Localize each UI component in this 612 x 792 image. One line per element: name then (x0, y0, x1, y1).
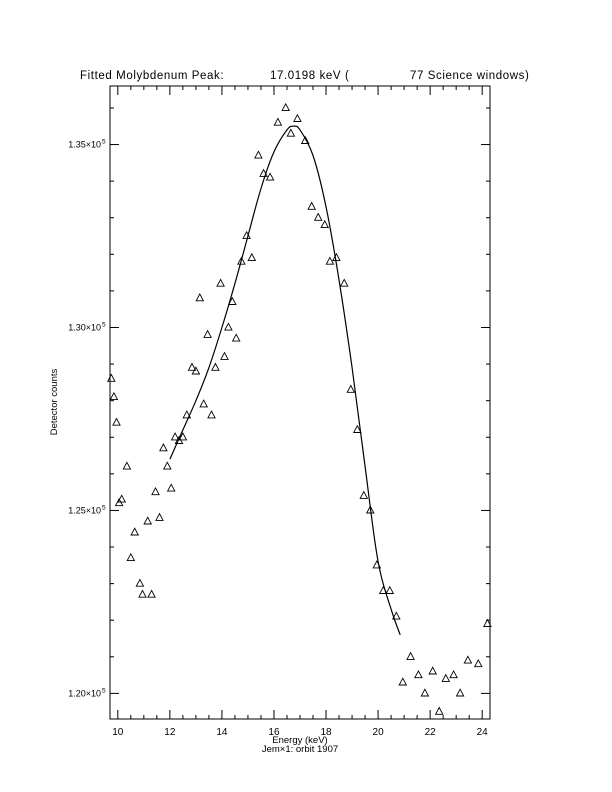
x-tick-label: 20 (372, 727, 384, 738)
chart-caption: Jem×1: orbit 1907 (261, 744, 339, 755)
x-tick-label: 18 (320, 727, 332, 738)
data-point (164, 462, 171, 469)
data-point (160, 444, 167, 451)
fitted-curve (170, 126, 400, 635)
data-point (217, 279, 224, 286)
data-point (436, 708, 443, 715)
x-axis (112, 86, 488, 738)
data-point (110, 393, 117, 400)
data-point (450, 671, 457, 678)
data-point (464, 656, 471, 663)
x-tick-label: 16 (268, 727, 280, 738)
data-point (360, 492, 367, 499)
data-point (144, 517, 151, 524)
chart-title-energy: 17.0198 keV ( (270, 70, 350, 82)
data-point (386, 587, 393, 594)
data-point (156, 514, 163, 521)
data-point (315, 214, 322, 221)
data-point (113, 418, 120, 425)
data-point (421, 689, 428, 696)
data-point (457, 689, 464, 696)
data-point (139, 590, 146, 597)
data-point (341, 279, 348, 286)
data-point (308, 203, 315, 210)
data-point (200, 400, 207, 407)
data-point (208, 411, 215, 418)
data-point (442, 675, 449, 682)
x-tick-label: 22 (424, 727, 436, 738)
data-point (282, 104, 289, 111)
chart-title-prefix: Fitted Molybdenum Peak: (80, 70, 225, 82)
y-tick-exponent: 5 (102, 321, 106, 329)
data-point (196, 294, 203, 301)
y-tick-label: 1.35×10 (68, 139, 101, 150)
x-axis-label: Energy (keV) (272, 735, 328, 746)
data-point (294, 115, 301, 122)
x-tick-label: 24 (476, 727, 488, 738)
data-point (168, 484, 175, 491)
data-point (255, 151, 262, 158)
data-point (123, 462, 130, 469)
data-point (248, 254, 255, 261)
y-tick-label: 1.25×10 (68, 505, 101, 516)
y-axis (68, 108, 490, 698)
data-point (399, 678, 406, 685)
x-tick-label: 14 (216, 727, 228, 738)
data-point (287, 129, 294, 136)
data-point (321, 221, 328, 228)
chart-title-windows: 77 Science windows) (410, 70, 530, 82)
y-tick-exponent: 5 (102, 504, 106, 512)
data-point (127, 554, 134, 561)
y-tick-exponent: 5 (102, 138, 106, 146)
data-point (347, 386, 354, 393)
data-point (475, 660, 482, 667)
data-point (225, 323, 232, 330)
data-point (131, 528, 138, 535)
data-point (221, 353, 228, 360)
y-tick-label: 1.20×10 (68, 688, 101, 699)
data-point (204, 331, 211, 338)
data-point (148, 590, 155, 597)
y-tick-exponent: 5 (102, 687, 106, 695)
data-point (333, 254, 340, 261)
y-tick-label: 1.30×10 (68, 322, 101, 333)
y-axis-label: Detector counts (49, 368, 60, 436)
plot-frame (110, 86, 490, 719)
data-point (152, 488, 159, 495)
data-point (212, 364, 219, 371)
data-point (429, 667, 436, 674)
x-tick-label: 10 (112, 727, 124, 738)
data-point (233, 334, 240, 341)
data-point (407, 653, 414, 660)
data-point (136, 579, 143, 586)
x-tick-label: 12 (164, 727, 176, 738)
data-points (108, 104, 491, 715)
data-point (108, 375, 115, 382)
data-point (415, 671, 422, 678)
data-point (274, 118, 281, 125)
